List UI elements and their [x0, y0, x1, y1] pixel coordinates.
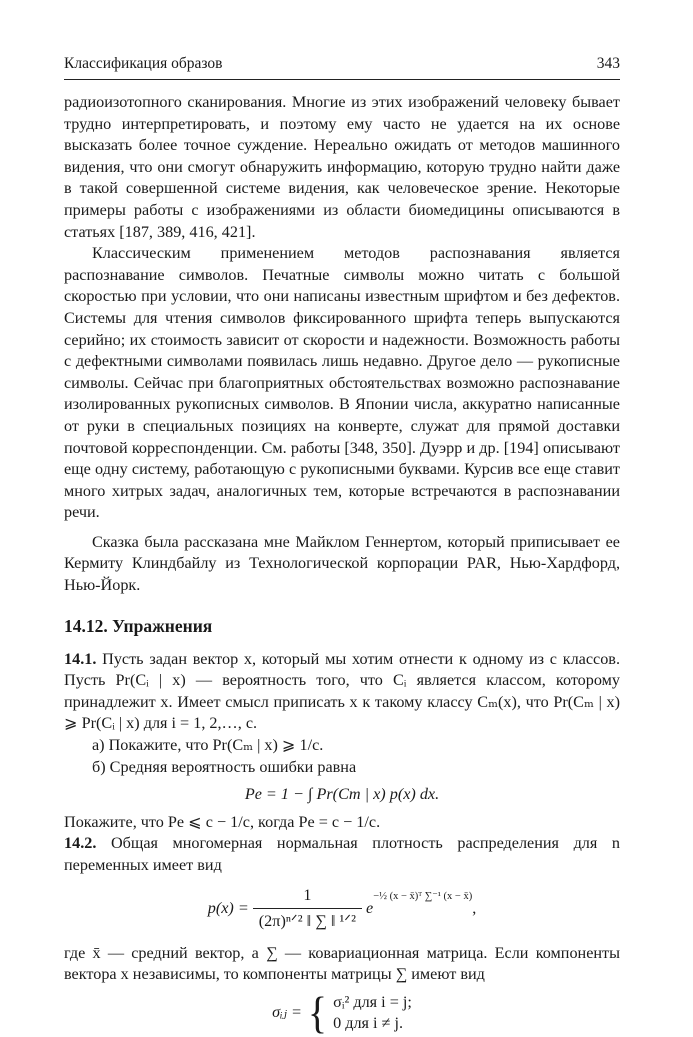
exercise-2-intro: Общая многомерная нормальная плотность распределения для n переменных имеет вид — [64, 834, 620, 874]
sigma-case-2: 0 для i ≠ j. — [333, 1013, 404, 1032]
density-lhs: p(x) = — [207, 898, 249, 917]
body-text — [64, 92, 621, 1037]
page — [64, 55, 621, 1037]
exercise-2 — [64, 833, 620, 876]
exp-base: e — [366, 898, 374, 917]
running-header — [64, 55, 620, 80]
exercise-1-show: Покажите, что Pe ⩽ c − 1/c, когда Pe = c − 1/c. — [64, 812, 381, 831]
exercise-2-after: где x̄ — средний вектор, а ∑ — ковариационная матрица. Если компоненты вектора x независимы, то компоненты матрицы ∑ имеют вид — [64, 943, 620, 984]
exercise-1 — [64, 649, 620, 735]
header-title: Классификация образов — [64, 55, 223, 72]
page-number: 343 — [596, 55, 620, 72]
sigma-lhs: σᵢⱼ = — [272, 1003, 302, 1022]
exercise-1-intro: Пусть задан вектор x, который мы хотим отнести к одному из c классов. Пусть Pr(Cᵢ | x) — вероятность того, что Cᵢ является классом, которому принадлежит x. Имеет смысл приписать x к такому классу Cₘ(x), что Pr(Cₘ | x) ⩾ Pr(Cᵢ | x) для i = 1, 2,…, c. — [64, 649, 621, 733]
paragraph-2: Классическим применением методов распознавания является распознавание символов. Печатные символы можно читать с большой скоростью при условии, что они написаны известным шрифтом и без дефектов. Системы для чтения символов фиксированного шрифта теперь выпускаются серийно; их стоимость зависит от скорости и надежности. Возможность работы с дефектными символами появилась лишь недавно. Другое дело — рукописные символы. Сейчас при благоприятных обстоятельствах возможно распознавание изолированных рукописных символов. В Японии числа, аккуратно написанные от руки в специальных позициях на конверте, служат для прямой доставки почтовой корреспонденции. См. работы [348, 350]. Дуэрр и др. [194] описывают еще одну систему, работающую с рукописными буквами. Курсив все еще ставит много хитрых задач, аналогичных тем, которые встречаются в распознавании речи. — [64, 244, 620, 522]
exercise-2-label: 14.2. — [64, 834, 97, 853]
density-fraction — [253, 885, 362, 933]
left-brace: { — [307, 987, 328, 1037]
paragraph-1: радиоизотопного сканирования. Многие из этих изображений человеку бывает трудно интерпретировать, и поэтому ему часто не удается на их основе высказать более точное суждение. Нереально ожидать от методов машинного видения, что они смогут обнаружить информацию, которую трудно найти даже в такой совершенной системе видения, как человеческое зрение. Некоторые примеры работы с изображениями из области биомедицины описываются в статьях [187, 389, 416, 421]. — [64, 93, 620, 241]
section-heading: 14.12. Упражнения — [64, 615, 213, 636]
sigma-cases — [333, 992, 412, 1034]
error-probability-formula — [64, 784, 620, 806]
paragraph-3: Сказка была рассказана мне Майклом Геннертом, который приписывает ее Кермиту Клиндбайлу из Технологической корпорации PAR, Нью-Хардфорд, Нью-Йорк. — [64, 532, 620, 595]
exercise-1-part-a: а) Покажите, что Pr(Cₘ | x) ⩾ 1/c. — [92, 736, 324, 755]
normal-density-formula — [64, 885, 620, 933]
density-exponent: −½ (x − x̄)ᵀ ∑⁻¹ (x − x̄) — [373, 890, 473, 902]
exercise-1-part-b: б) Средняя вероятность ошибки равна — [92, 757, 357, 776]
sigma-case-1: σᵢ² для i = j; — [333, 992, 412, 1011]
formula-comma: , — [472, 898, 477, 917]
exercise-1-label: 14.1. — [64, 649, 97, 668]
formula-pe: Pe = 1 − ∫ Pr(Cm | x) p(x) dx. — [244, 785, 440, 804]
sigma-definition — [64, 987, 620, 1037]
density-denominator: (2π)ⁿᐟ² ‖ ∑ ‖ ¹ᐟ² — [253, 908, 362, 933]
density-numerator: 1 — [303, 885, 312, 904]
